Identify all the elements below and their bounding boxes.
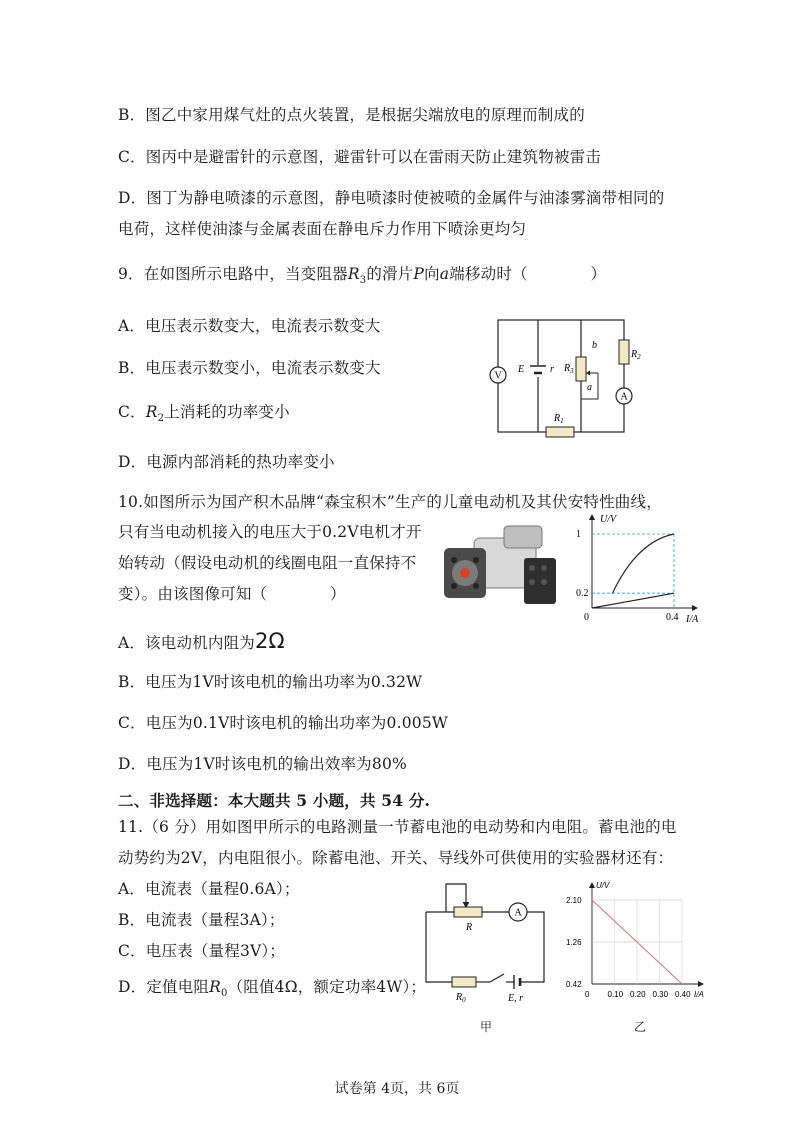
- y-tick-label: 1.26: [566, 938, 582, 947]
- x-tick-label: 0.4: [666, 612, 679, 623]
- x-tick-label: 0.10: [607, 990, 624, 999]
- slider-end-a: a: [587, 382, 592, 393]
- internal-r-label: r: [550, 364, 554, 375]
- x-tick-label: 0.30: [652, 990, 669, 999]
- q8-option-d-line2: 电荷，这样使油漆与金属表面在静电斥力作用下喷涂更均匀: [118, 220, 527, 238]
- q9-option-d: D．电源内部消耗的热功率变小: [118, 453, 335, 471]
- x-axis-label: I/A: [686, 614, 699, 625]
- x-axis-label: I/A: [694, 990, 704, 999]
- q9-option-a: A．电压表示数变大，电流表示数变大: [118, 317, 381, 335]
- caption-yi: 乙: [634, 1020, 647, 1034]
- y-axis-label: U/V: [596, 881, 610, 890]
- q9-option-c: C．$R_2$上消耗的功率变小: [118, 403, 290, 425]
- q11-ui-graph: [562, 880, 732, 1008]
- q11-option-d: D．定值电阻$R_0$（阻值4Ω，额定功率4W）；: [118, 978, 427, 1000]
- q8-option-c: C．图丙中是避雷针的示意图，避雷针可以在雷雨天防止建筑物被雷击: [118, 148, 602, 166]
- emf-label: E: [518, 364, 525, 375]
- q10-option-b: B．电压为1V时该电机的输出功率为0.32W: [118, 673, 423, 691]
- r1-label: $R_1$: [554, 413, 564, 425]
- page-footer: 试卷第 4页，共 6页: [334, 1081, 460, 1097]
- ammeter-label: A: [620, 391, 628, 403]
- q10-motor-ui-graph: [560, 512, 720, 624]
- y-axis-arrow: [589, 514, 595, 520]
- x-tick-label: 0.20: [630, 990, 646, 999]
- slider-end-b: b: [592, 340, 597, 351]
- y-axis-label: U/V: [600, 514, 617, 525]
- series-line-rotating: [613, 534, 675, 593]
- ammeter-label-2: A: [514, 907, 522, 919]
- series-line-stalled: [592, 593, 674, 608]
- q10-stem-line4: 变）。由该图像可知（ ）: [118, 585, 346, 603]
- q9-option-b: B．电压表示数变小，电流表示数变大: [118, 359, 381, 377]
- q10-option-c: C．电压为0.1V时该电机的输出功率为0.005W: [118, 714, 449, 732]
- y-tick-label: 1: [576, 529, 581, 540]
- q11-stem-line1: 11.（6 分）用如图甲所示的电路测量一节蓄电池的电动势和内电阻。蓄电池的电: [118, 818, 677, 836]
- origin-label: 0: [584, 612, 589, 623]
- r0-label: $R_0$: [456, 992, 466, 1004]
- x-axis-arrow: [698, 981, 704, 987]
- q11-stem-line2: 动势约为2V，内电阻很小。除蓄电池、开关、导线外可供使用的实验器材还有：: [118, 849, 674, 867]
- q11-option-a: A．电流表（量程0.6A）；: [118, 880, 300, 898]
- section-2-heading: 二、非选择题：本大题共 5 小题，共 54 分.: [118, 791, 431, 810]
- y-tick-label: 2.10: [566, 896, 582, 905]
- caption-jia: 甲: [480, 1020, 493, 1034]
- q11-option-c: C．电压表（量程3V）；: [118, 942, 286, 960]
- q10-stem-line3: 始转动（假设电动机的线圈电阻一直保持不: [118, 554, 417, 572]
- q9-stem: 9．在如图所示电路中，当变阻器$R_3$的滑片P向a端移动时（ ）: [118, 265, 607, 287]
- q8-option-b: B．图乙中家用煤气灶的点火装置，是根据尖端放电的原理而制成的: [118, 106, 585, 124]
- q10-stem-line2: 只有当电动机接入的电压大于0.2V电机才开: [118, 523, 422, 541]
- q11-option-b: B．电流表（量程3A）；: [118, 911, 285, 929]
- y-tick-label: 0.2: [576, 588, 589, 600]
- y-axis-arrow: [589, 882, 595, 888]
- r2-label: $R_2$: [631, 349, 641, 361]
- r3-label: $R_3$: [564, 363, 574, 375]
- q11-circuit-diagram: [420, 878, 550, 1006]
- source-label: E, r: [508, 993, 523, 1004]
- toy-motor-illustration: [440, 518, 560, 618]
- q9-circuit-diagram: [484, 315, 641, 440]
- q10-option-a: A．该电动机内阻为2Ω: [118, 629, 285, 653]
- q10-option-d: D．电压为1V时该电机的输出效率为80%: [118, 755, 407, 773]
- rheostat-label: R: [466, 922, 473, 933]
- x-tick-label: 0.40: [675, 990, 691, 999]
- y-tick-label: 0.42: [566, 980, 582, 989]
- voltmeter-label: V: [494, 370, 502, 382]
- q8-option-d-line1: D．图丁为静电喷漆的示意图，静电喷漆时使被喷的金属件与油漆雾滴带相同的: [118, 189, 665, 207]
- q10-stem-line1: 10.如图所示为国产积木品牌“森宝积木”生产的儿童电动机及其伏安特性曲线，: [118, 493, 662, 511]
- x-tick-label: 0: [585, 990, 590, 999]
- x-axis-arrow: [692, 605, 698, 611]
